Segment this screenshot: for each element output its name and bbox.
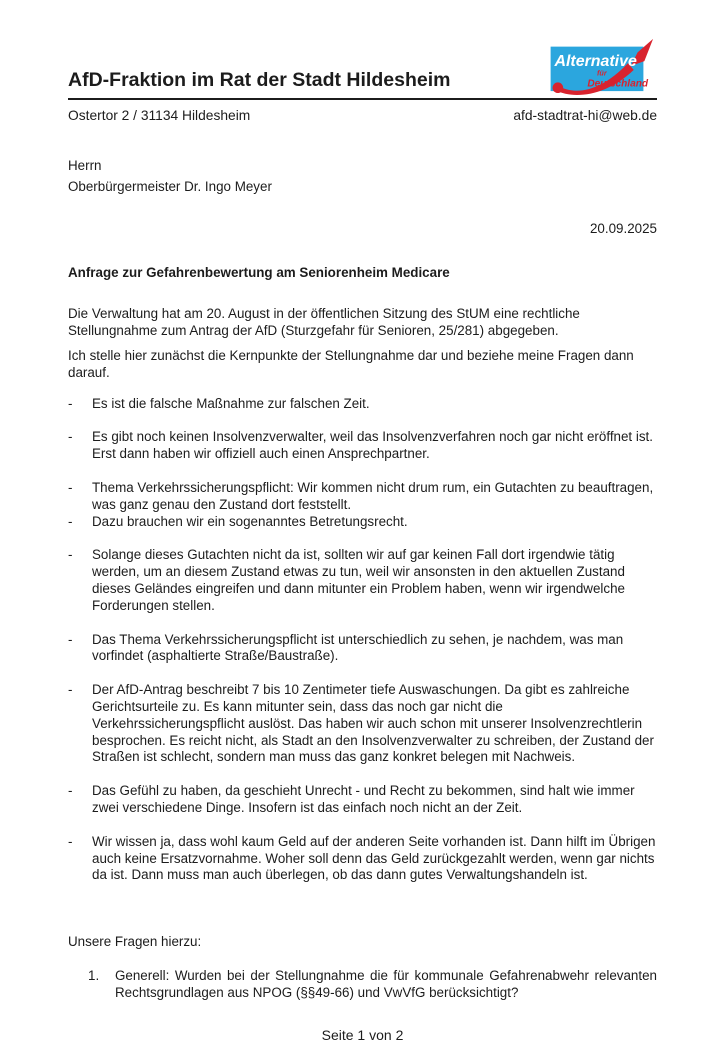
recipient-salutation: Herrn — [68, 157, 102, 173]
bullet-item — [68, 514, 657, 531]
questions-intro: Unsere Fragen hierzu: — [68, 934, 202, 950]
bullet-item — [68, 396, 657, 413]
bullet-group — [68, 783, 657, 817]
bullet-list — [68, 396, 657, 885]
letter-title: AfD-Fraktion im Rat der Stadt Hildesheim — [68, 69, 451, 91]
bullet-group — [68, 429, 657, 463]
sender-email: afd-stadtrat-hi@web.de — [513, 108, 657, 123]
page-footer: Seite 1 von 2 — [321, 1026, 404, 1043]
bullet-text: Der AfD-Antrag beschreibt 7 bis 10 Zentimeter tiefe Auswaschungen. Da gibt es zahlreiche Gerichtsurteile zu. Es kann mitunter sein, dass das noch gar nicht die Verkehrssicherungspflicht auslöst. Das haben wir auch schon mit unserer Insolvenzrechtlerin besprochen. Es reicht nicht, als Stadt an den Insolvenzverwalter zu schreiben, der Zustand der Straßen ist schlecht, sondern man muss das ganz konkret belegen mit Nachweis. — [92, 682, 654, 765]
logo-text-deutschland: Deutschland — [587, 78, 649, 90]
bullet-item — [68, 547, 657, 614]
letter-date: 20.09.2025 — [589, 220, 657, 236]
bullet-group — [68, 396, 657, 413]
bullet-text: Wir wissen ja, dass wohl kaum Geld auf der anderen Seite vorhanden ist. Dann hilft im Übrigen auch keine Ersatzvornahme. Woher soll denn das Geld zurückgezahlt werden, wenn gar nichts da ist. Dann muss man auch überlegen, ob das dann gutes Verwaltungshandeln ist. — [92, 833, 656, 883]
bullet-marker: - — [68, 513, 73, 529]
bullet-text: Dazu brauchen wir ein sogenanntes Betretungsrecht. — [92, 513, 408, 529]
bullet-marker: - — [68, 395, 73, 411]
bullet-text: Es ist die falsche Maßnahme zur falschen Zeit. — [92, 395, 370, 411]
question-text: Generell: Wurden bei der Stellungnahme die für kommunale Gefahrenabwehr relevanten Rechtsgrundlagen aus NPOG (§§49-66) und VwVfG berücksichtigt? — [115, 967, 657, 1000]
sender-address: Ostertor 2 / 31134 Hildesheim — [68, 108, 251, 123]
intro-paragraph: Die Verwaltung hat am 20. August in der öffentlichen Sitzung des StUM eine rechtliche Stellungnahme zum Antrag der AfD (Sturzgefahr für Senioren, 25/281) abgegeben. — [68, 306, 580, 339]
bullet-group — [68, 682, 657, 766]
letter-page — [0, 36, 724, 1060]
bullet-marker: - — [68, 631, 73, 647]
logo-text-alternative: Alternative — [554, 52, 637, 70]
bullet-group — [68, 632, 657, 666]
bullet-text: Thema Verkehrssicherungspflicht: Wir kommen nicht drum rum, ein Gutachten zu beauftragen, was ganz genau den Zustand dort feststellt. — [92, 479, 654, 512]
bullet-marker: - — [68, 479, 73, 495]
intro-paragraph: Ich stelle hier zunächst die Kernpunkte der Stellungnahme dar und beziehe meine Fragen dann darauf. — [68, 347, 634, 380]
logo-arrow-tail-icon — [553, 82, 564, 93]
bullet-marker: - — [68, 429, 73, 445]
bullet-marker: - — [68, 682, 73, 698]
bullet-item — [68, 480, 657, 514]
bullet-marker: - — [68, 547, 73, 563]
bullet-text: Solange dieses Gutachten nicht da ist, sollten wir auf gar keinen Fall dort irgendwie tätig werden, um an diesem Zustand etwas zu tun, weil wir ansonsten in den aktuellen Zustand dieses Geländes eingreifen und dann mitunter ein Problem haben, wenn wir irgendwelche Forderungen stellen. — [92, 547, 625, 613]
bullet-item — [68, 834, 657, 884]
recipient-name: Oberbürgermeister Dr. Ingo Meyer — [68, 178, 272, 194]
bullet-text: Das Gefühl zu haben, da geschieht Unrecht - und Recht zu bekommen, sind halt wie immer zwei verschiedene Dinge. Insofern ist das einfach noch nicht an der Zeit. — [92, 783, 635, 815]
bullet-item — [68, 783, 657, 817]
letter-header — [68, 36, 657, 100]
bullet-marker: - — [68, 783, 73, 799]
afd-logo-icon — [537, 36, 657, 94]
contact-row — [68, 108, 657, 125]
question-item — [68, 968, 657, 1002]
logo-text-fuer: für — [597, 68, 607, 78]
bullet-text: Es gibt noch keinen Insolvenzverwalter, weil das Insolvenzverfahren noch gar nicht eröffnet ist. Erst dann haben wir offiziell auch einen Ansprechpartner. — [92, 429, 653, 462]
intro-section — [68, 306, 657, 381]
bullet-group — [68, 834, 657, 884]
bullet-item — [68, 632, 657, 666]
subject-line: Anfrage zur Gefahrenbewertung am Seniorenheim Medicare — [68, 264, 450, 280]
bullet-group — [68, 480, 657, 530]
bullet-item — [68, 682, 657, 766]
bullet-group — [68, 547, 657, 614]
question-number: 1. — [88, 967, 100, 983]
recipient-block — [68, 155, 657, 197]
bullet-marker: - — [68, 833, 73, 849]
bullet-item — [68, 429, 657, 463]
afd-logo — [537, 36, 657, 94]
bullet-text: Das Thema Verkehrssicherungspflicht ist unterschiedlich zu sehen, je nachdem, was man vorfindet (asphaltierte Straße/Baustraße). — [92, 631, 624, 664]
